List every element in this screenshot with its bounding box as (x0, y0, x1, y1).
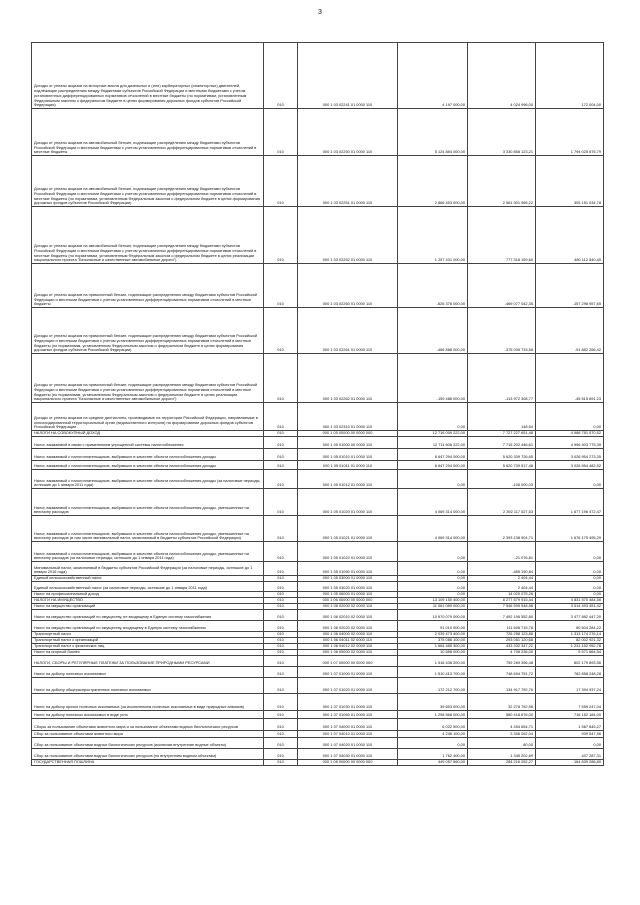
row-approved-plan: 449 057 560,00 (398, 760, 468, 766)
row-budget-classification-code: 000 1 08 00000 00 0000 000 (298, 760, 398, 766)
table-row (32, 109, 604, 156)
row-code: 010 (264, 749, 298, 760)
row-unexecuted: 80 504 284,22 (536, 621, 604, 632)
row-name: Транспортный налог (32, 632, 264, 638)
row-code: 010 (264, 644, 298, 650)
row-name: НАЛОГИ НА СОВОКУПНЫЙ ДОХОД (32, 431, 264, 437)
row-code: 010 (264, 598, 298, 604)
row-approved-plan: 0,00 (398, 582, 468, 592)
row-unexecuted: 1 676 175 495,29 (536, 516, 604, 542)
row-budget-classification-code: 000 1 05 01012 01 0000 110 (298, 470, 398, 489)
row-name: НАЛОГИ, СБОРЫ И РЕГУЛЯРНЫЕ ПЛАТЕЖИ ЗА ПОЛЬЗОВАНИЕ ПРИРОДНЫМИ РЕСУРСАМИ (32, 656, 264, 667)
row-name: Налог, взимаемый с налогоплательщиков, выбравших в качестве объекта налогообложения доходы, уменьшенные на величину расходов (в том числе минимальный налог, зачисляемый в бюджеты субъектов Российской Федерации) (32, 516, 264, 542)
row-name: Налог, взимаемый с налогоплательщиков, выбравших в качестве объекта налогообложения доходы, уменьшенные на величину расходов (за налоговые периоды, истекшие до 1 января 2011 года) (32, 542, 264, 562)
table-row (32, 516, 604, 542)
table-row (32, 694, 604, 711)
row-code: 010 (264, 621, 298, 632)
row-approved-plan: -466 888 000,00 (398, 308, 468, 354)
row-approved-plan: 0,00 (398, 576, 468, 582)
row-budget-classification-code: 000 1 03 02262 01 0000 110 (298, 354, 398, 403)
row-unexecuted: -45 515 691,23 (536, 354, 604, 403)
table-row (32, 461, 604, 470)
row-code: 010 (264, 738, 298, 749)
row-approved-plan: 12 716 009 222,00 (398, 431, 468, 437)
row-name: Единый сельскохозяйственный налог (за налоговые периоды, истекшие до 1 января 2011 года) (32, 582, 264, 592)
row-executed: 2 393 138 504,71 (468, 516, 536, 542)
row-executed: 2 404,44 (468, 576, 536, 582)
row-approved-plan: 0,00 (398, 542, 468, 562)
row-approved-plan: 12 711 606 222,00 (398, 437, 468, 449)
row-name: Сборы за пользование объектами животного мира и за пользование объектами водных биологических ресурсов (32, 719, 264, 731)
table-row (32, 678, 604, 694)
table-row (32, 489, 604, 516)
row-approved-plan: 0,00 (398, 403, 468, 431)
row-approved-plan: 1 298 568 000,00 (398, 711, 468, 719)
row-unexecuted: 3 477 882 447,20 (536, 610, 604, 621)
table-row (32, 749, 604, 760)
row-executed: 134 917 792,76 (468, 678, 536, 694)
row-executed: 148,54 (468, 403, 536, 431)
row-unexecuted: 0,00 (536, 592, 604, 598)
row-budget-classification-code: 000 1 07 01000 01 0000 110 (298, 667, 398, 678)
row-executed: 2 404,44 (468, 582, 536, 592)
row-budget-classification-code: 000 1 03 02252 01 0000 110 (298, 207, 398, 264)
row-budget-classification-code: 000 1 06 04012 02 0000 110 (298, 644, 398, 650)
row-unexecuted: 1 677 196 472,47 (536, 489, 604, 516)
row-approved-plan: -626 376 000,00 (398, 264, 468, 308)
row-unexecuted: 802 179 893,56 (536, 656, 604, 667)
row-executed: 433 332 347,22 (468, 644, 536, 650)
row-approved-plan: 39 653 000,00 (398, 694, 468, 711)
row-budget-classification-code: 000 1 03 02261 01 0000 110 (298, 308, 398, 354)
row-code: 010 (264, 156, 298, 207)
row-unexecuted: 0,00 (536, 542, 604, 562)
row-approved-plan: 1 516 436 200,00 (398, 656, 468, 667)
row-name: Налог на добычу полезных ископаемых (32, 667, 264, 678)
row-budget-classification-code: 000 1 07 01020 01 0000 110 (298, 678, 398, 694)
row-code: 010 (264, 562, 298, 576)
row-executed: 759 269 396,48 (468, 656, 536, 667)
row-unexecuted: 4 988 781 570,52 (536, 431, 604, 437)
row-executed: 777 318 159,60 (468, 207, 536, 264)
row-budget-classification-code: 000 1 05 01021 01 0000 110 (298, 516, 398, 542)
row-code: 010 (264, 437, 298, 449)
row-budget-classification-code: 000 1 03 02250 01 0000 110 (298, 109, 398, 156)
row-executed: 2 392 117 527,53 (468, 489, 536, 516)
row-executed: 5 620 739 517,48 (468, 461, 536, 470)
row-name: Налог, взимаемый с налогоплательщиков, выбравших в качестве объекта налогообложения доходы (за налоговые периоды, истекшие до 1 января 2011 года) (32, 470, 264, 489)
row-name: Единый сельскохозяйственный налог (32, 576, 264, 582)
row-approved-plan: 6 022 500,00 (398, 719, 468, 731)
row-unexecuted: 1 231 152 952,78 (536, 644, 604, 650)
row-approved-plan: 0,00 (398, 470, 468, 489)
row-name: Налог на добычу прочих полезных ископаемых (за исключением полезных ископаемых в виде природных алмазов) (32, 694, 264, 711)
table-row (32, 760, 604, 766)
row-budget-classification-code: 000 1 03 02260 01 0000 110 (298, 264, 398, 308)
row-budget-classification-code: 000 1 06 04000 02 0000 110 (298, 632, 398, 638)
table-row (32, 403, 604, 431)
row-approved-plan: 1 257 431 000,00 (398, 207, 468, 264)
row-unexecuted: -157 298 957,65 (536, 264, 604, 308)
row-unexecuted: 1 313 174 276,14 (536, 632, 604, 638)
table-row (32, 354, 604, 403)
row-code: 010 (264, 308, 298, 354)
row-code: 010 (264, 604, 298, 610)
budget-revenue-table (31, 42, 604, 766)
row-unexecuted: 939 547,96 (536, 731, 604, 738)
row-approved-plan: -159 488 000,00 (398, 354, 468, 403)
row-executed: 5 620 339 726,65 (468, 449, 536, 461)
row-code: 010 (264, 109, 298, 156)
row-code: 010 (264, 43, 298, 109)
row-approved-plan: 1 664 485 300,00 (398, 644, 468, 650)
row-executed: 1 345 202,69 (468, 749, 536, 760)
row-approved-plan: 8 647 294 000,00 (398, 449, 468, 461)
table-body (32, 43, 604, 766)
row-name: Налог на добычу полезных ископаемых в виде угля (32, 711, 264, 719)
table-row (32, 542, 604, 562)
row-code: 010 (264, 711, 298, 719)
row-executed: 748 604 751,72 (468, 667, 536, 678)
row-approved-plan: 11 061 089 000,00 (398, 604, 468, 610)
row-executed: 4 454 654,71 (468, 719, 536, 731)
row-unexecuted: 305 151 034,78 (536, 156, 604, 207)
table-row (32, 264, 604, 308)
row-approved-plan: 375 086 100,00 (398, 638, 468, 644)
row-budget-classification-code: 000 1 06 02000 02 0000 110 (298, 604, 398, 610)
row-name: Налог на профессиональный доход (32, 592, 264, 598)
row-name: Налог, взимаемый в связи с применением упрощенной системы налогообложения (32, 437, 264, 449)
row-executed: 14 020 075,26 (468, 592, 536, 598)
row-unexecuted: 164 839 286,80 (536, 760, 604, 766)
row-code: 010 (264, 592, 298, 598)
row-budget-classification-code: 000 1 06 05000 02 0000 110 (298, 650, 398, 656)
row-unexecuted: -91 882 266,42 (536, 308, 604, 354)
row-unexecuted: 82 002 921,32 (536, 638, 604, 644)
row-approved-plan: 2 866 453 000,00 (398, 156, 468, 207)
table-row (32, 470, 604, 489)
row-code: 010 (264, 582, 298, 592)
row-code: 010 (264, 489, 298, 516)
row-name: Налог на добычу общераспространенных полезных ископаемых (32, 678, 264, 694)
row-budget-classification-code: 000 1 05 01020 01 0000 110 (298, 489, 398, 516)
row-code: 010 (264, 431, 298, 437)
row-unexecuted: 3 026 554 482,52 (536, 461, 604, 470)
table-row (32, 207, 604, 264)
row-name: Налог, взимаемый с налогоплательщиков, выбравших в качестве объекта налогообложения доходы (32, 449, 264, 461)
row-executed: -106 000,03 (468, 470, 536, 489)
table-row (32, 437, 604, 449)
row-budget-classification-code: 000 1 05 01010 01 0000 110 (298, 449, 398, 461)
row-budget-classification-code: 000 1 06 04011 02 0000 110 (298, 638, 398, 644)
row-code: 010 (264, 667, 298, 678)
row-name: Налог, взимаемый с налогоплательщиков, выбравших в качестве объекта налогообложения доходы, уменьшенные на величину расходов (32, 489, 264, 516)
row-budget-classification-code: 000 1 03 02251 01 0000 110 (298, 156, 398, 207)
row-unexecuted: 437 287,31 (536, 749, 604, 760)
row-approved-plan: 13 109 150 400,00 (398, 598, 468, 604)
table-row (32, 562, 604, 576)
row-executed: 32 278 752,96 (468, 694, 536, 711)
row-approved-plan: 4 069 314 000,00 (398, 489, 468, 516)
row-budget-classification-code: 000 1 06 02010 02 0000 110 (298, 610, 398, 621)
row-budget-classification-code: 000 1 07 04000 01 0000 110 (298, 719, 398, 731)
row-approved-plan: 0,00 (398, 738, 468, 749)
row-code: 010 (264, 632, 298, 638)
table-row (32, 43, 604, 109)
row-executed: 7 546 595 548,58 (468, 604, 536, 610)
row-code: 010 (264, 760, 298, 766)
row-executed: 580 418 676,00 (468, 711, 536, 719)
row-executed: 284 216 052,27 (468, 760, 536, 766)
row-approved-plan: 0,00 (398, 562, 468, 576)
row-code: 010 (264, 470, 298, 489)
row-budget-classification-code: 000 1 07 04030 01 0000 110 (298, 749, 398, 760)
table-row (32, 449, 604, 461)
row-code: 010 (264, 731, 298, 738)
row-code: 010 (264, 638, 298, 644)
row-approved-plan: 2 039 473 400,00 (398, 632, 468, 638)
row-executed: -469 077 042,35 (468, 264, 536, 308)
row-code: 010 (264, 354, 298, 403)
table-row (32, 621, 604, 632)
row-name: Доходы от уплаты акцизов на автомобильный бензин, подлежащие распределению между бюджетами субъектов Российской Федерации и местными бюджетами с учетом установленных дифференцированных нормативов отчислений в местные бюджеты (по нормативам, установленным Федеральным законом о федеральном бюджете в целях формирования дорожных фондов субъектов Российской Федерации) (32, 156, 264, 207)
row-unexecuted: 0,00 (536, 582, 604, 592)
row-name: Налог на игорный бизнес (32, 650, 264, 656)
row-budget-classification-code: 000 1 07 01030 01 0000 110 (298, 694, 398, 711)
row-budget-classification-code: 000 1 05 01022 01 0000 110 (298, 542, 398, 562)
page-number: 3 (318, 9, 322, 16)
table-row (32, 711, 604, 719)
row-unexecuted: 1 794 025 876,79 (536, 109, 604, 156)
row-approved-plan: 1 510 413 700,00 (398, 667, 468, 678)
row-unexecuted: 4 996 403 775,39 (536, 437, 604, 449)
row-code: 010 (264, 449, 298, 461)
row-executed: -485 190,84 (468, 562, 536, 576)
row-budget-classification-code: 000 1 05 06000 01 0000 110 (298, 592, 398, 598)
table-row (32, 738, 604, 749)
row-name: Налог, взимаемый с налогоплательщиков, выбравших в качестве объекта налогообложения доходы (32, 461, 264, 470)
row-budget-classification-code: 000 1 03 02241 01 0000 110 (298, 43, 398, 109)
row-code: 010 (264, 678, 298, 694)
row-approved-plan: 8 647 294 000,00 (398, 461, 468, 470)
row-unexecuted: 716 152 184,00 (536, 711, 604, 719)
table-row (32, 156, 604, 207)
row-budget-classification-code: 000 1 07 04010 01 0000 110 (298, 731, 398, 738)
row-code: 010 (264, 264, 298, 308)
row-unexecuted: 3 514 493 451,42 (536, 604, 604, 610)
row-budget-classification-code: 000 1 05 00000 00 0000 000 (298, 431, 398, 437)
row-name: Доходы от уплаты акцизов на прямогонный бензин, подлежащие распределению между бюджетами субъектов Российской Федерации и местными бюджетами с учетом установленных дифференцированных нормативов отчислений в местные бюджеты (32, 264, 264, 308)
row-unexecuted: 3 026 954 273,35 (536, 449, 604, 461)
table-row (32, 308, 604, 354)
row-code: 010 (264, 542, 298, 562)
row-approved-plan: 5 124 884 000,00 (398, 109, 468, 156)
row-unexecuted: 0,00 (536, 576, 604, 582)
row-name: Сбор за пользование объектами водных биологических ресурсов (по внутренним водным объектам) (32, 749, 264, 760)
row-approved-plan: 4 069 314 000,00 (398, 516, 468, 542)
row-executed: 7 492 196 552,80 (468, 610, 536, 621)
row-code: 010 (264, 656, 298, 667)
row-unexecuted: 0,00 (536, 403, 604, 431)
row-executed: -21 076,81 (468, 542, 536, 562)
row-budget-classification-code: 000 1 05 01050 01 0000 110 (298, 562, 398, 576)
row-name: Налог на имущество организаций по имуществу, входящему в Единую систему газоснабжения (32, 621, 264, 632)
row-executed: 293 051 120,68 (468, 638, 536, 644)
row-name: Доходы от уплаты акцизов на средние дистилляты, производимые на территории Российской Федерации, направляемые в консолидированный территориальный орган (ведомственного контроля) на формирование дорожных фондов субъектов Российской Федерации (32, 403, 264, 431)
row-budget-classification-code: 000 1 06 02020 02 0000 110 (298, 621, 398, 632)
row-name: Минимальный налог, зачисляемый в бюджеты субъектов Российской Федерации (за налоговые периоды, истекшие до 1 января 2016 года) (32, 562, 264, 576)
row-name: Доходы от уплаты акцизов на прямогонный бензин, подлежащие распределению между бюджетами субъектов Российской Федерации и местными бюджетами с учетом установленных дифференцированных нормативов отчислений в местные бюджеты (по нормативам, установленным Федеральным законом о федеральном бюджете в целях формирования дорожных фондов субъектов Российской Федерации) (32, 308, 264, 354)
row-name: Доходы от уплаты акцизов на автомобильный бензин, подлежащие распределению между бюджетами субъектов Российской Федерации и местными бюджетами с учетом установленных дифференцированных нормативов отчислений в местные бюджеты (по нормативам, установленным Федеральным законом о федеральном бюджете в целях реализации национального проекта "Безопасные и качественные автомобильные дороги") (32, 207, 264, 264)
row-budget-classification-code: 000 1 07 01060 01 0000 110 (298, 711, 398, 719)
row-unexecuted: 762 858 248,28 (536, 667, 604, 678)
row-executed: 4 706 236,00 (468, 650, 536, 656)
row-executed: 80,00 (468, 738, 536, 749)
row-approved-plan: 91 010 000,00 (398, 621, 468, 632)
row-unexecuted: 172 004,00 (536, 43, 604, 109)
row-code: 010 (264, 403, 298, 431)
row-unexecuted: 0,00 (536, 562, 604, 576)
table-row (32, 667, 604, 678)
table-row (32, 582, 604, 592)
row-executed: 8 277 579 915,44 (468, 598, 536, 604)
row-executed: 726 258 123,86 (468, 632, 536, 638)
row-executed: 4 024 996,00 (468, 43, 536, 109)
row-approved-plan: 172 212 700,00 (398, 678, 468, 694)
row-approved-plan: 4 246 100,00 (398, 731, 468, 738)
row-unexecuted: 5 571 664,54 (536, 650, 604, 656)
row-executed: 7 715 202 446,61 (468, 437, 536, 449)
table-row (32, 656, 604, 667)
row-budget-classification-code: 000 1 07 00000 00 0000 000 (298, 656, 398, 667)
row-code: 010 (264, 576, 298, 582)
table-row (32, 719, 604, 731)
table-row (32, 731, 604, 738)
row-unexecuted: 480 112 840,40 (536, 207, 604, 264)
row-name: Налог на имущество организаций по имуществу, не входящему в Единую систему газоснабжения (32, 610, 264, 621)
row-budget-classification-code: 000 1 03 02310 01 0000 110 (298, 403, 398, 431)
row-executed: 2 561 301 965,22 (468, 156, 536, 207)
row-name: Транспортный налог с организаций (32, 638, 264, 644)
row-budget-classification-code: 000 1 07 04020 01 0000 110 (298, 738, 398, 749)
row-code: 010 (264, 610, 298, 621)
row-approved-plan: 1 762 400,00 (398, 749, 468, 760)
row-budget-classification-code: 000 1 06 00000 00 0000 000 (298, 598, 398, 604)
row-name: НАЛОГИ НА ИМУЩЕСТВО (32, 598, 264, 604)
row-unexecuted: 7 559 247,04 (536, 694, 604, 711)
table-row (32, 610, 604, 621)
row-name: Транспортный налог с физических лиц (32, 644, 264, 650)
row-budget-classification-code: 000 1 05 03000 01 0000 110 (298, 576, 398, 582)
row-name: Сбор за пользование объектами животного мира (32, 731, 264, 738)
row-code: 010 (264, 650, 298, 656)
row-code: 010 (264, 207, 298, 264)
row-code: 010 (264, 719, 298, 731)
row-executed: -375 005 733,58 (468, 308, 536, 354)
row-executed: -113 972 308,77 (468, 354, 536, 403)
row-approved-plan: 0,00 (398, 592, 468, 598)
row-approved-plan: 4 197 000,00 (398, 43, 468, 109)
row-executed: 3 330 858 123,21 (468, 109, 536, 156)
row-code: 010 (264, 461, 298, 470)
row-name: Доходы от уплаты акцизов на автомобильный бензин, подлежащие распределению между бюджетами субъектов Российской Федерации и местными бюджетами с учетом установленных дифференцированных нормативов отчислений в местные бюджеты (32, 109, 264, 156)
row-unexecuted: 0,00 (536, 470, 604, 489)
row-unexecuted: 4 831 570 484,56 (536, 598, 604, 604)
row-name: ГОСУДАРСТВЕННАЯ ПОШЛИНА (32, 760, 264, 766)
row-name: Сбор за пользование объектами водных биологических ресурсов (исключая внутренние водные объекты) (32, 738, 264, 749)
row-approved-plan: 10 588 000,00 (398, 650, 468, 656)
row-executed: 3 306 052,04 (468, 731, 536, 738)
row-name: Налог на имущество организаций (32, 604, 264, 610)
row-budget-classification-code: 000 1 05 01000 00 0000 110 (298, 437, 398, 449)
row-budget-classification-code: 000 1 05 01011 01 0000 110 (298, 461, 398, 470)
row-approved-plan: 10 970 079 000,00 (398, 610, 468, 621)
row-code: 010 (264, 694, 298, 711)
row-executed: 7 727 227 651,48 (468, 431, 536, 437)
row-unexecuted: 0,00 (536, 738, 604, 749)
row-name: Доходы от уплаты акцизов на моторные масла для дизельных и (или) карбюраторных (инжекторных) двигателей, подлежащие распределению между бюджетами субъектов Российской Федерации и местными бюджетами с учетом установленных дифференцированных нормативов отчислений в местные бюджеты (по нормативам, установленным Федеральным законом о федеральном бюджете в целях формирования дорожных фондов субъектов Российской Федерации) (32, 43, 264, 109)
row-unexecuted: 1 567 845,27 (536, 719, 604, 731)
row-code: 010 (264, 516, 298, 542)
row-name: Доходы от уплаты акцизов на прямогонный бензин, подлежащие распределению между бюджетами субъектов Российской Федерации и местными бюджетами с учетом установленных дифференцированных нормативов отчислений в местные бюджеты (по нормативам, установленным Федеральным законом о федеральном бюджете в целях реализации национального проекта "Безопасные и качественные автомобильные дороги") (32, 354, 264, 403)
row-unexecuted: 17 394 937,24 (536, 678, 604, 694)
row-executed: 111 606 715,78 (468, 621, 536, 632)
row-budget-classification-code: 000 1 05 03020 01 0000 110 (298, 582, 398, 592)
